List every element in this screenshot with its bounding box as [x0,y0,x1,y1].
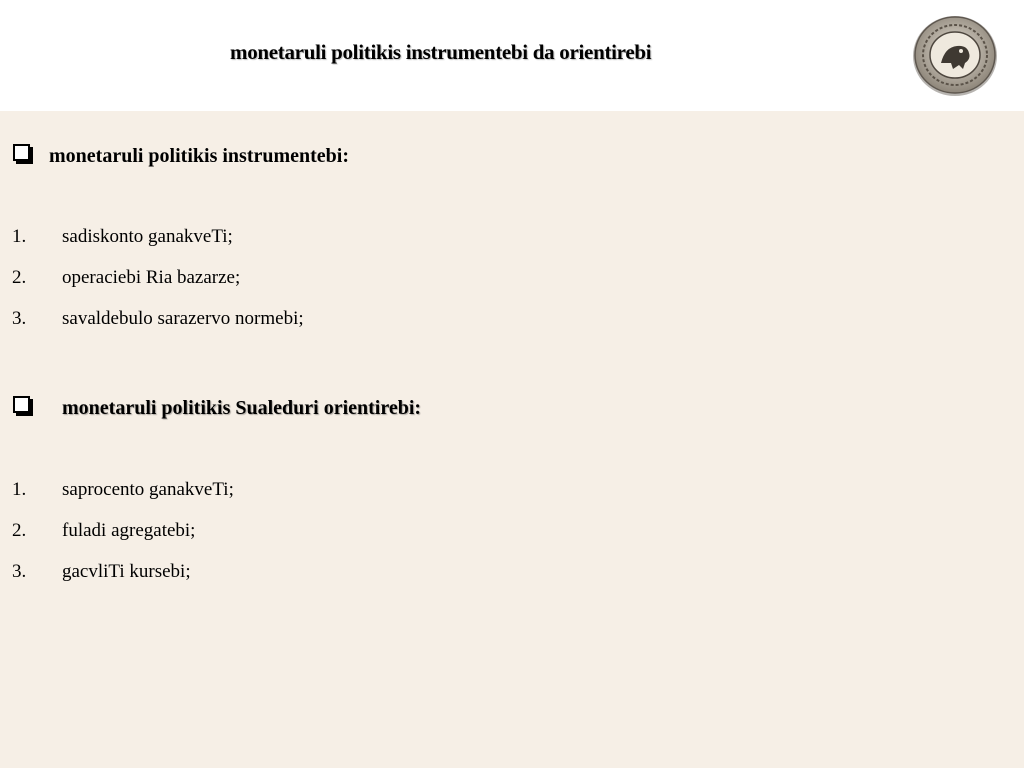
list-text: operaciebi Ria bazarze; [62,267,241,288]
square-bullet-icon [13,144,30,161]
list-number: 1. [12,226,27,247]
slide-header [0,0,1024,111]
university-seal-logo [911,13,999,97]
list-text: sadiskonto ganakveTi; [62,226,233,247]
section-heading-instruments: monetaruli politikis instrumentebi: [49,145,350,167]
slide-title: monetaruli politikis instrumentebi da orientirebi [230,40,652,64]
slide-content [0,111,1024,768]
list-text: savaldebulo sarazervo normebi; [62,308,304,329]
list-number: 2. [12,267,27,288]
section-heading-orientirs: monetaruli politikis Sualeduri orientirebi: [62,397,422,419]
list-text: gacvliTi kursebi; [62,561,191,582]
square-bullet-icon [13,396,30,413]
list-text: fuladi agregatebi; [62,520,196,541]
list-number: 3. [12,561,27,582]
list-number: 2. [12,520,27,541]
list-text: saprocento ganakveTi; [62,479,234,500]
list-number: 1. [12,479,27,500]
list-number: 3. [12,308,27,329]
